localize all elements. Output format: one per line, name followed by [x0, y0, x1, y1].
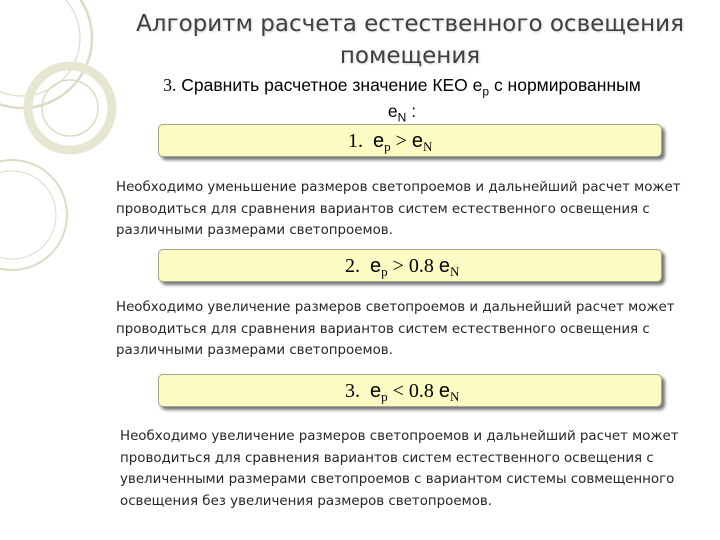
step-sub-p: р	[482, 84, 490, 99]
title-line-2: помещения	[339, 43, 481, 69]
condition-explanation-3: Необходимо увеличение размеров светопроемов и дальнейший расчет может проводиться для сравнения вариантов систем естественного освещения с увеличенными размерами светопроемов с вариантом системы совмещенного освещения без увеличения размеров светопроемов.	[120, 429, 679, 509]
condition-var: е	[373, 130, 385, 152]
step-var-e: е	[387, 100, 398, 121]
condition-number: 2.	[345, 255, 360, 277]
condition-number: 1.	[348, 130, 363, 152]
condition-factor: 0.8	[408, 255, 439, 277]
condition-var-2: е	[438, 380, 451, 402]
step-number: 3.	[163, 75, 177, 95]
condition-formula-1	[348, 130, 432, 155]
condition-formula-2	[345, 255, 459, 280]
step-suffix: :	[406, 100, 417, 121]
condition-number: 3.	[345, 380, 360, 402]
step-instruction	[122, 76, 682, 127]
condition-factor: 0.8	[408, 380, 439, 402]
condition-formula-3	[345, 380, 459, 405]
page-title	[110, 8, 710, 72]
title-line-1: Алгоритм расчета естественного освещения	[136, 11, 684, 37]
condition-operator: <	[387, 380, 409, 402]
condition-var-2: е	[411, 130, 424, 152]
condition-operator: >	[390, 130, 412, 152]
condition-sub: р	[381, 389, 388, 404]
condition-box-2	[158, 249, 662, 282]
condition-explanation-1: Необходимо уменьшение размеров светопроемов и дальнейший расчет может проводиться для сравнения вариантов систем естественного освещения с различными размерами светопроемов.	[116, 180, 681, 238]
step-text-2: с нормированным	[489, 75, 641, 95]
step-text: Сравнить расчетное значение КЕО e	[181, 75, 483, 95]
condition-var: е	[370, 380, 382, 402]
condition-box-3	[158, 374, 662, 407]
condition-var: е	[370, 255, 382, 277]
step-sub-n: N	[397, 110, 407, 124]
condition-sub: р	[381, 264, 388, 279]
condition-operator: >	[387, 255, 409, 277]
condition-sub: р	[384, 139, 391, 154]
condition-explanation-2: Необходимо увеличение размеров светопроемов и дальнейший расчет может проводиться для сравнения вариантов систем естественного освещения с различными размерами светопроемов.	[116, 300, 675, 358]
condition-var-2: е	[438, 255, 451, 277]
condition-sub-2: N	[450, 264, 460, 279]
condition-box-1	[158, 124, 662, 157]
condition-sub-2: N	[450, 389, 460, 404]
condition-sub-2: N	[423, 139, 433, 154]
